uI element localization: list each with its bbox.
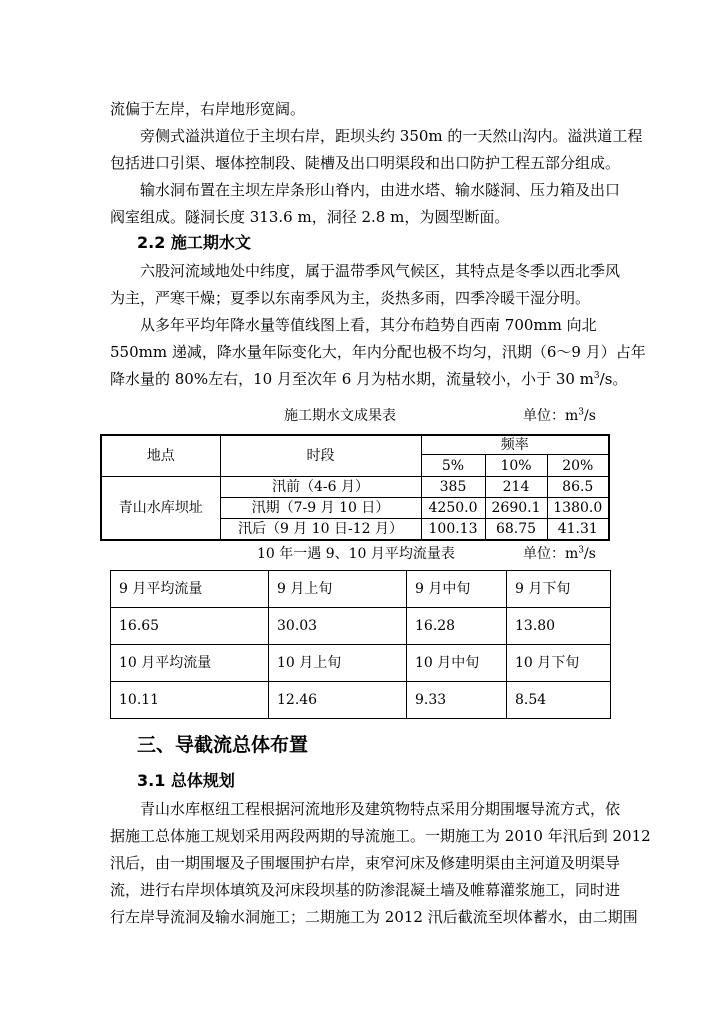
paragraph-line (110, 369, 627, 389)
cell: 16.28 (407, 608, 507, 645)
paragraph-line: 流偏于左岸，右岸地形宽阔。 (110, 100, 306, 118)
text-run: /s。 (599, 370, 628, 388)
table2-title: 10 年一遇 9、10 月平均流量表 (257, 546, 455, 562)
cell: 10 月中旬 (407, 645, 507, 682)
header-freq-20: 20% (547, 455, 609, 477)
cell: 12.46 (269, 682, 407, 719)
paragraph-line: 旁侧式溢洪道位于主坝右岸，距坝头约 350m 的一天然山沟内。溢洪道工程 (140, 127, 643, 145)
section-heading-3: 三、导截流总体布置 (137, 734, 309, 756)
text-run: 单位：m (523, 546, 579, 562)
table1-title: 施工期水文成果表 (284, 408, 396, 424)
text-run: 降水量的 80%左右，10 月至次年 6 月为枯水期，流量较小，小于 30 m (110, 370, 594, 388)
cell-value: 41.31 (547, 519, 609, 541)
cell-value: 4250.0 (421, 498, 485, 519)
cell-period: 汛前（4-6 月） (220, 477, 421, 498)
cell: 16.65 (111, 608, 269, 645)
text-run: /s (584, 546, 596, 562)
paragraph-line: 阀室组成。隧洞长度 313.6 m，洞径 2.8 m，为圆型断面。 (110, 208, 510, 226)
section-heading-2-2: 2.2 施工期水文 (137, 233, 251, 252)
paragraph-line: 青山水库枢纽工程根据河流地形及建筑物特点采用分期围堰导流方式，依 (140, 800, 621, 818)
cell: 10 月平均流量 (111, 645, 269, 682)
cell-value: 100.13 (421, 519, 485, 541)
cell-value: 86.5 (547, 477, 609, 498)
paragraph-line: 六股河流域地处中纬度，属于温带季风气候区，其特点是冬季以西北季风 (140, 262, 621, 280)
header-frequency: 频率 (421, 435, 609, 455)
section-heading-3-1: 3.1 总体规划 (137, 771, 235, 790)
paragraph-line: 从多年平均年降水量等值线图上看，其分布趋势自西南 700mm 向北 (140, 316, 597, 334)
paragraph-line: 550mm 递减，降水量年际变化大，年内分配也极不均匀，汛期（6～9 月）占年 (110, 343, 646, 361)
header-freq-10: 10% (485, 455, 547, 477)
cell-location: 青山水库坝址 (101, 477, 220, 541)
hydrology-table (100, 434, 610, 541)
text-run: /s (584, 408, 596, 424)
table-row (111, 682, 611, 719)
header-freq-5: 5% (421, 455, 485, 477)
table-row (111, 571, 611, 608)
header-period: 时段 (220, 435, 421, 477)
paragraph-line: 包括进口引渠、堰体控制段、陡槽及出口明渠段和出口防护工程五部分组成。 (110, 154, 621, 172)
cell: 8.54 (507, 682, 611, 719)
table-row (111, 608, 611, 645)
paragraph-line: 汛后，由一期围堰及子围堰围护右岸，束窄河床及修建明渠由主河道及明渠导 (110, 854, 621, 872)
cell-value: 2690.1 (485, 498, 547, 519)
cell: 9 月中旬 (407, 571, 507, 608)
table2-unit (523, 545, 596, 563)
cell: 10.11 (111, 682, 269, 719)
cell-value: 68.75 (485, 519, 547, 541)
cell: 9.33 (407, 682, 507, 719)
cell-value: 385 (421, 477, 485, 498)
cell-period: 汛后（9 月 10 日-12 月） (220, 519, 421, 541)
cell: 9 月上旬 (269, 571, 407, 608)
table-row (101, 477, 609, 498)
superscript: 3 (578, 407, 585, 418)
table-row (101, 435, 609, 455)
table-row (111, 645, 611, 682)
cell: 30.03 (269, 608, 407, 645)
cell: 10 月下旬 (507, 645, 611, 682)
table1-unit (523, 407, 596, 425)
flow-table (110, 570, 611, 719)
text-run: 单位：m (523, 408, 579, 424)
cell-value: 214 (485, 477, 547, 498)
cell-value: 1380.0 (547, 498, 609, 519)
cell: 9 月平均流量 (111, 571, 269, 608)
cell-period: 汛期（7-9 月 10 日） (220, 498, 421, 519)
paragraph-line: 为主，严寒干燥；夏季以东南季风为主，炎热多雨，四季冷暖干湿分明。 (110, 289, 591, 307)
cell: 9 月下旬 (507, 571, 611, 608)
paragraph-line: 输水洞布置在主坝左岸条形山脊内，由进水塔、输水隧洞、压力箱及出口 (140, 181, 621, 199)
header-location: 地点 (101, 435, 220, 477)
cell: 13.80 (507, 608, 611, 645)
paragraph-line: 流，进行右岸坝体填筑及河床段坝基的防渗混凝土墙及帷幕灌浆施工，同时进 (110, 881, 621, 899)
superscript: 3 (578, 545, 585, 556)
paragraph-line: 行左岸导流洞及输水洞施工；二期施工为 2012 汛后截流至坝体蓄水，由二期围 (110, 908, 638, 926)
paragraph-line: 据施工总体施工规划采用两段两期的导流施工。一期施工为 2010 年汛后到 2012 (110, 827, 651, 845)
superscript: 3 (593, 371, 600, 381)
cell: 10 月上旬 (269, 645, 407, 682)
